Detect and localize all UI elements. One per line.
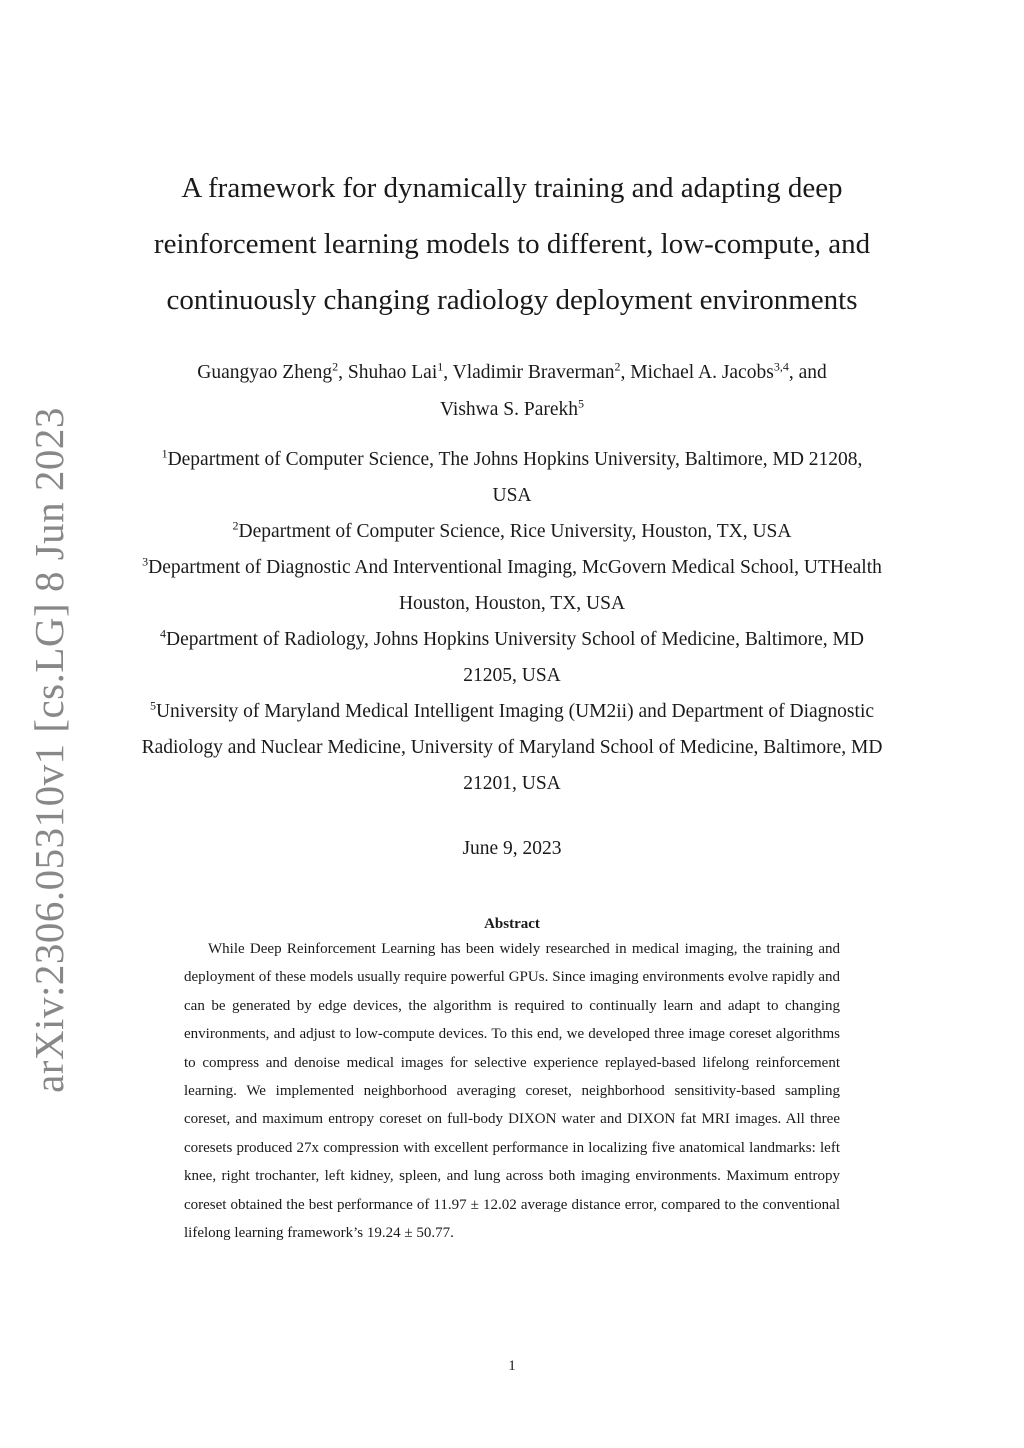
author-separator: , and <box>788 362 827 383</box>
author-affiliation-mark: 1 <box>437 359 444 374</box>
author-name: Shuhao Lai <box>347 362 438 383</box>
author-separator: , <box>620 362 631 383</box>
author-separator: , <box>338 362 348 383</box>
affiliation-mark: 4 <box>160 626 167 641</box>
affiliation-mark: 3 <box>142 554 149 569</box>
author-name: Michael A. Jacobs <box>630 362 774 383</box>
author-affiliation-mark: 3,4 <box>773 359 789 374</box>
affiliation-text: Department of Diagnostic And Interventional Imaging, McGovern Medical School, UTHealth Houston, Houston, TX, USA <box>148 557 882 614</box>
affiliation-mark: 2 <box>232 518 239 533</box>
affiliation-2 <box>140 514 884 550</box>
author-name: Vladimir Braverman <box>452 362 615 383</box>
author-name: Guangyao Zheng <box>197 362 333 383</box>
affiliation-1 <box>140 442 884 514</box>
author-separator: , <box>443 362 453 383</box>
author-name: Vishwa S. Parekh <box>439 399 579 420</box>
affiliation-list <box>140 442 884 802</box>
paper-header <box>140 160 884 933</box>
author-affiliation-mark: 2 <box>332 359 339 374</box>
author-affiliation-mark: 5 <box>578 396 585 411</box>
abstract-text: While Deep Reinforcement Learning has been widely researched in medical imaging, the training and deployment of these models usually require powerful GPUs. Since imaging environments evolve rapidly and can be generated by edge devices, the algorithm is required to continually learn and adapt to changing environments, and adjust to low-compute devices. To this end, we developed three image coreset algorithms to compress and denoise medical images for selective experience replayed-based lifelong reinforcement learning. We implemented neighborhood averaging coreset, neighborhood sensitivity-based sampling coreset, and maximum entropy coreset on full-body DIXON water and DIXON fat MRI images. All three coresets produced 27x compression with excellent performance in localizing five anatomical landmarks: left knee, right trochanter, left kidney, spleen, and lung across both imaging environments. Maximum entropy coreset obtained the best performance of 11.97 ± 12.02 average distance error, compared to the conventional lifelong learning framework’s 19.24 ± 50.77. <box>184 941 840 1242</box>
title-line: reinforcement learning models to different, low-compute, and <box>153 228 871 260</box>
affiliation-text: Department of Computer Science, The Johns Hopkins University, Baltimore, MD 21208, USA <box>167 449 863 506</box>
page-number: 1 <box>508 1358 516 1374</box>
paper-title <box>140 160 884 328</box>
title-line: A framework for dynamically training and adapting deep <box>181 172 843 204</box>
title-line: continuously changing radiology deployment environments <box>166 284 858 316</box>
abstract-heading: Abstract <box>484 916 540 932</box>
affiliation-text: Department of Radiology, Johns Hopkins University School of Medicine, Baltimore, MD 21205, USA <box>166 629 864 686</box>
author-list <box>140 354 884 428</box>
affiliation-3 <box>140 550 884 622</box>
affiliation-mark: 1 <box>161 446 168 461</box>
affiliation-mark: 5 <box>149 698 156 713</box>
affiliation-text: Department of Computer Science, Rice University, Houston, TX, USA <box>238 521 792 542</box>
arxiv-identifier-stamp: arXiv:2306.05310v1 [cs.LG] 8 Jun 2023 <box>26 407 72 1093</box>
publication-date: June 9, 2023 <box>462 838 562 859</box>
affiliation-4 <box>140 622 884 694</box>
author-affiliation-mark: 2 <box>614 359 621 374</box>
affiliation-5 <box>140 694 884 802</box>
affiliation-text: University of Maryland Medical Intelligent Imaging (UM2ii) and Department of Diagnostic Radiology and Nuclear Medicine, University of Maryland School of Medicine, Baltimore, MD 21201, USA <box>141 701 883 794</box>
